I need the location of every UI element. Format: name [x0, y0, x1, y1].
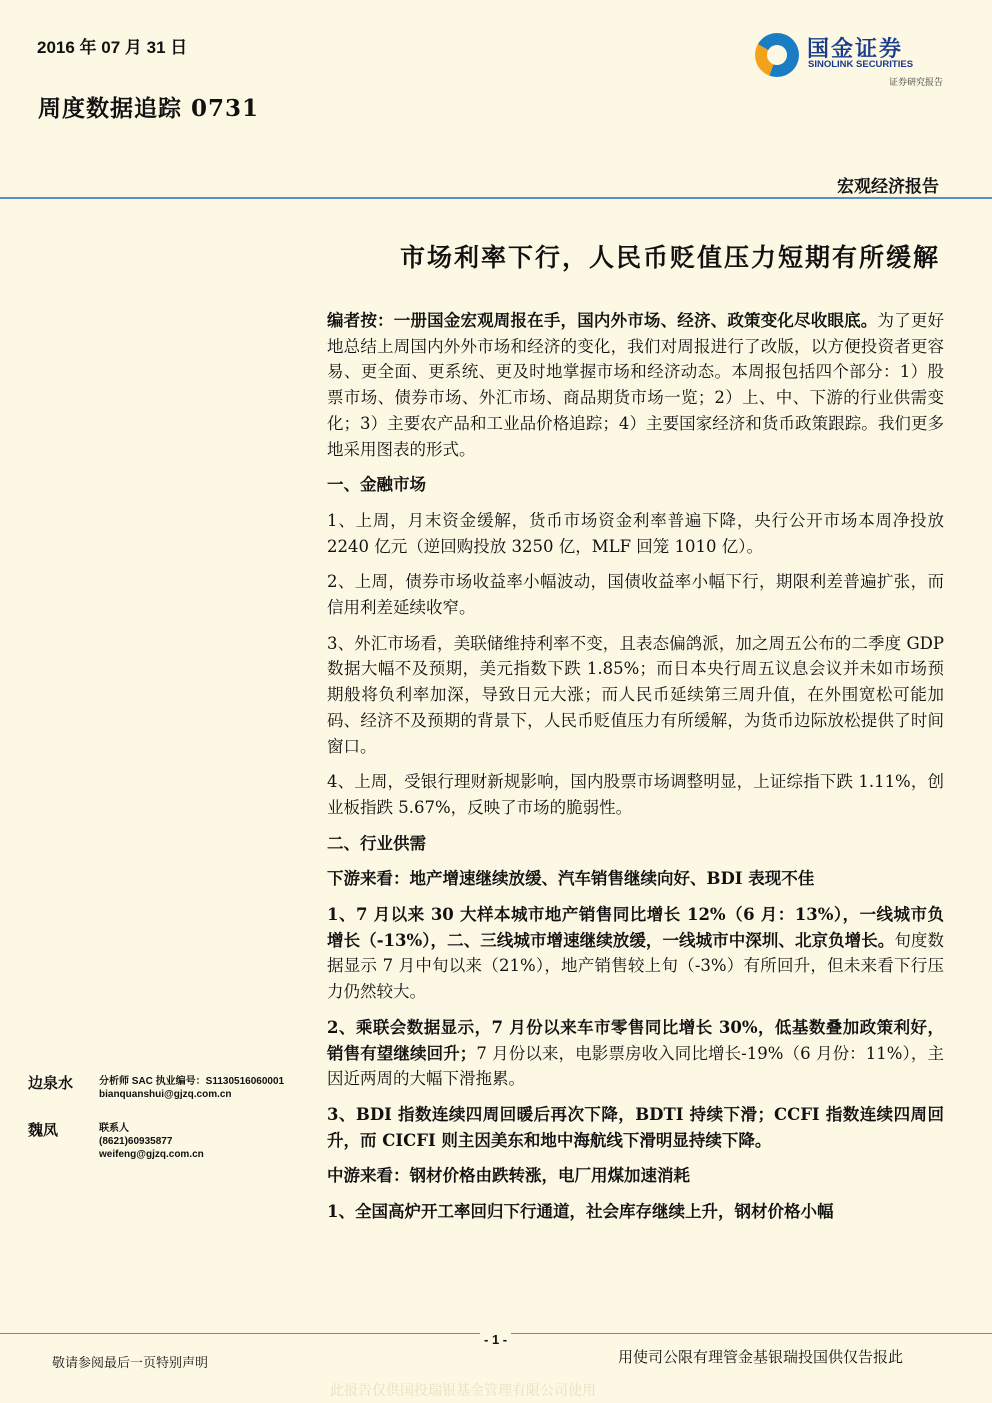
downstream-title: 下游来看：地产增速继续放缓、汽车销售继续向好、BDI 表现不佳 [327, 869, 815, 889]
intro-paragraph [327, 308, 944, 462]
company-logo [755, 30, 945, 90]
s2-p1-bold: 1、7 月以来 30 大样本城市地产销售同比增长 12%（6 月：13%），一线城市负增长（-13%），二、三线城市增速继续放缓，一线城市中深圳、北京负增长。 [327, 905, 944, 950]
watermark: 此报告仅供国投瑞银基金管理有限公司使用 [330, 1383, 596, 1399]
logo-sub: 证券研究报告 [888, 78, 943, 88]
s2-p2-rest: 7 月份以来，电影票房收入同比增长-19%（6 月份：11%），主因近两周的大幅下滑拖累。 [327, 1043, 944, 1089]
analyst-email: bianquanshui@gjzq.com.cn [99, 1089, 232, 1100]
logo-en: SINOLINK SECURITIES [808, 59, 914, 70]
doc-title: 周度数据追踪 0731 [38, 95, 260, 122]
s2-p1-rest: 旬度数据显示 7 月中旬以来（21%），地产销售较上旬（-3%）有所回升，但未来看下行压力仍然较大。 [327, 930, 944, 1002]
s1-paragraph-3: 3、外汇市场看，美联储维持利率不变，且表态偏鸽派，加之周五公布的二季度 GDP 数据大幅不及预期，美元指数下跌 1.85%；而日本央行周五议息会议并未如市场预期般将负利率加深，导致日元大涨；而人民币延续第三周升值，在外围宽松可能加码、经济不及预期的背景下，人民币贬值压力有所缓解，为货币边际放松提供了时间窗口。 [327, 633, 944, 756]
analyst-email: weifeng@gjzq.com.cn [99, 1149, 204, 1160]
section2-title: 二、行业供需 [327, 833, 426, 853]
s2-p2-bold: 2、乘联会数据显示，7 月份以来车市零售同比增长 30%，低基数叠加政策利好，销售有望继续回升； [327, 1017, 944, 1063]
logo-cn: 国金证券 [807, 37, 904, 62]
page-number: - 1 - [480, 1332, 511, 1347]
analyst-name: 魏凤 [28, 1121, 59, 1139]
midstream-title: 中游来看：钢材价格由跌转涨，电厂用煤加速消耗 [327, 1166, 690, 1186]
s1-paragraph-4: 4、上周，受银行理财新规影响，国内股票市场调整明显，上证综指下跌 1.11%，创业板指跌 5.67%，反映了市场的脆弱性。 [327, 772, 944, 817]
headline: 市场利率下行，人民币贬值压力短期有所缓解 [399, 243, 940, 272]
analyst-name: 边泉水 [28, 1074, 74, 1092]
report-date: 2016 年 07 月 31 日 [37, 38, 188, 57]
s2-paragraph-3: 3、BDI 指数连续四周回暖后再次下降，BDTI 持续下滑；CCFI 指数连续四周回升，而 CICFI 则主因美东和地中海航线下滑明显持续下降。 [327, 1104, 944, 1150]
analyst-phone: (8621)60935877 [99, 1136, 173, 1147]
s2-paragraph-1 [327, 902, 944, 1005]
analyst-role: 联系人 [99, 1123, 129, 1134]
section1-title: 一、金融市场 [327, 475, 426, 495]
s2-paragraph-4: 1、全国高炉开工率回归下行通道，社会库存继续上升，钢材价格小幅 [327, 1202, 834, 1222]
analyst-sac: 分析师 SAC 执业编号：S1130516060001 [99, 1076, 285, 1087]
logo-icon [755, 33, 799, 77]
disclaimer-note: 敬请参阅最后一页特别声明 [52, 1356, 209, 1371]
intro-bold: 编者按：一册国金宏观周报在手，国内外市场、经济、政策变化尽收眼底。 [327, 311, 878, 330]
s1-paragraph-1: 1、上周，月末资金缓解，货币市场资金利率普遍下降，央行公开市场本周净投放 2240 亿元（逆回购投放 3250 亿，MLF 回笼 1010 亿）。 [327, 510, 944, 556]
report-type: 宏观经济报告 [837, 177, 939, 197]
intro-rest: 为了更好地总结上周国内外外市场和经济的变化，我们对周报进行了改版，以方便投资者更容易、更全面、更系统、更及时地掌握市场和经济动态。本周报包括四个部分：1）股票市场、债券市场、外汇市场、商品期货市场一览；2）上、中、下游的行业供需变化；3）主要农产品和工业品价格追踪；4）主要国家经济和货币政策跟踪。我们更多地采用图表的形式。 [327, 311, 945, 459]
report-body [327, 308, 944, 1235]
analyst-info [99, 1075, 284, 1101]
s1-paragraph-2: 2、上周，债券市场收益率小幅波动，国债收益率小幅下行，期限利差普遍扩张，而信用利差延续收窄。 [327, 572, 944, 618]
footer-right-text: 用使司公限有理管金基银瑞投国供仅告报此 [618, 1348, 904, 1366]
header-divider [0, 197, 992, 199]
analyst-info [99, 1122, 204, 1161]
s2-paragraph-2 [327, 1015, 944, 1092]
